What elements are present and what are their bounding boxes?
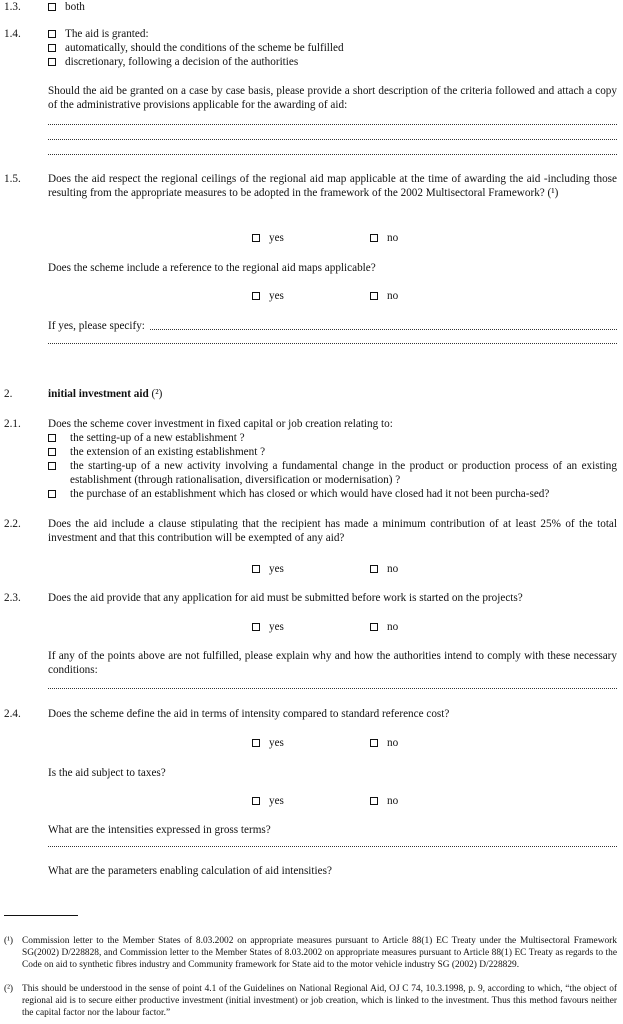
section-number: 2.1.: [4, 418, 21, 430]
checkbox-icon[interactable]: [252, 292, 260, 300]
footnote-mark: (²): [4, 984, 14, 994]
checkbox-icon[interactable]: [370, 623, 378, 631]
no-option[interactable]: [370, 289, 398, 303]
option-both[interactable]: [48, 0, 617, 14]
question-text: If any of the points above are not fulfilled, please explain why and how the authorities intend to comply with these necessary conditions:: [48, 650, 617, 676]
checkbox-icon[interactable]: [48, 445, 65, 459]
checkbox-icon[interactable]: [370, 797, 378, 805]
no-label: no: [387, 795, 399, 807]
section-title: [48, 387, 617, 401]
option-label: automatically, should the conditions of the scheme be fulfilled: [65, 42, 344, 54]
answer-line[interactable]: [48, 846, 617, 847]
answer-line[interactable]: [48, 124, 617, 125]
option-discretionary[interactable]: [48, 55, 617, 69]
question-text: Does the scheme include a reference to the regional aid maps applicable?: [48, 262, 376, 274]
question-text: Does the aid respect the regional ceilings of the regional aid map applicable at the time of awarding the aid -including those resulting from the appropriate measures to be adopted in the framework of the 2002 Multisectoral Framework? (¹): [48, 173, 617, 199]
question-text: Is the aid subject to taxes?: [48, 767, 166, 779]
yes-label: yes: [269, 232, 284, 244]
checkbox-icon[interactable]: [252, 234, 260, 242]
question-text: What are the intensities expressed in gross terms?: [48, 824, 271, 836]
question-text: Does the aid provide that any application for aid must be submitted before work is started on the projects?: [48, 592, 523, 604]
section-title-text: initial investment aid: [48, 388, 149, 400]
checkbox-icon[interactable]: [370, 234, 378, 242]
yes-option[interactable]: [252, 736, 284, 750]
footnote-ref: (²): [151, 388, 163, 400]
option-label: both: [65, 1, 85, 13]
no-option[interactable]: [370, 736, 398, 750]
checkbox-icon[interactable]: [48, 58, 56, 66]
section-number: 2.: [4, 388, 13, 400]
checkbox-icon[interactable]: [370, 565, 378, 573]
specify-label: If yes, please specify:: [48, 320, 145, 332]
no-option[interactable]: [370, 794, 398, 808]
question-text: Does the aid include a clause stipulating that the recipient has made a minimum contribution of at least 25% of the total investment and that this contribution will be exempted of any aid?: [48, 518, 617, 544]
no-option[interactable]: [370, 562, 398, 576]
yes-label: yes: [269, 621, 284, 633]
yes-option[interactable]: [252, 620, 284, 634]
yes-option[interactable]: [252, 231, 284, 245]
checkbox-icon[interactable]: [48, 44, 56, 52]
no-label: no: [387, 290, 399, 302]
section-number: 2.3.: [4, 592, 21, 604]
checkbox-icon[interactable]: [48, 3, 56, 11]
section-number: 2.4.: [4, 708, 21, 720]
checkbox-icon[interactable]: [370, 292, 378, 300]
checkbox-icon[interactable]: [48, 30, 56, 38]
option-label: the purchase of an establishment which has closed or which would have closed had it not been purcha-sed?: [70, 488, 550, 500]
question-text: Does the scheme cover investment in fixed capital or job creation relating to:: [48, 418, 393, 430]
no-option[interactable]: [370, 620, 398, 634]
footnote-mark: (¹): [4, 936, 14, 946]
answer-line[interactable]: [48, 688, 617, 689]
checkbox-icon[interactable]: [48, 459, 65, 473]
yes-option[interactable]: [252, 289, 284, 303]
answer-line[interactable]: [48, 343, 617, 344]
option-label: the starting-up of a new activity involving a fundamental change in the product or production process of an existing establishment (through rationalisation, diversification or modernisation) ?: [70, 460, 617, 486]
option-label: discretionary, following a decision of the authorities: [65, 56, 299, 68]
yes-label: yes: [269, 290, 284, 302]
checkbox-icon[interactable]: [252, 623, 260, 631]
footnote-text: This should be understood in the sense of point 4.1 of the Guidelines on National Regional Aid, OJ C 74, 10.3.1998, p. 9, according to which, “the object of regional aid is to secure either productive investment (initial investment) or job creation, which is linked to the investment. Thus this method favours neither the capital factor nor the labour factor.”: [22, 984, 617, 1018]
section-number: 2.2.: [4, 518, 21, 530]
no-option[interactable]: [370, 231, 398, 245]
checkbox-icon[interactable]: [252, 739, 260, 747]
section-number: 1.5.: [4, 173, 21, 185]
answer-line[interactable]: [48, 139, 617, 140]
no-label: no: [387, 621, 399, 633]
question-text: Does the scheme define the aid in terms of intensity compared to standard reference cost?: [48, 708, 450, 720]
no-label: no: [387, 232, 399, 244]
yes-label: yes: [269, 795, 284, 807]
no-label: no: [387, 563, 399, 575]
section-number: 1.4.: [4, 28, 21, 40]
option-automatically[interactable]: [48, 41, 617, 55]
yes-label: yes: [269, 737, 284, 749]
yes-label: yes: [269, 563, 284, 575]
yes-option[interactable]: [252, 562, 284, 576]
checkbox-icon[interactable]: [252, 797, 260, 805]
footnote-text: Commission letter to the Member States of 8.03.2002 on appropriate measures pursuant to Article 88(1) EC Treaty under the Multisectoral Framework SG(2002) D/228828, and Commission letter to the Member States of 8.03.2002 on appropriate measures pursuant to Article 88(1) EC Treaty as regards to the Code on aid to synthetic fibres industry and Community framework for State aid to the motor vehicle industry SG (2002) D/228829.: [22, 936, 617, 970]
option-label: the extension of an existing establishment ?: [70, 446, 266, 458]
option-label: the setting-up of a new establishment ?: [70, 432, 245, 444]
section-number: 1.3.: [4, 1, 21, 13]
checkbox-icon[interactable]: [252, 565, 260, 573]
answer-line[interactable]: [150, 329, 617, 330]
footnote-separator: [4, 915, 78, 916]
yes-option[interactable]: [252, 794, 284, 808]
checkbox-icon[interactable]: [370, 739, 378, 747]
question-text: Should the aid be granted on a case by case basis, please provide a short description of the criteria followed and attach a copy of the administrative provisions applicable for the awarding of aid:: [48, 85, 617, 111]
option-aid-granted[interactable]: [48, 27, 617, 41]
option-label: The aid is granted:: [65, 28, 149, 40]
answer-line[interactable]: [48, 154, 617, 155]
question-text: What are the parameters enabling calculation of aid intensities?: [48, 865, 332, 877]
checkbox-icon[interactable]: [48, 487, 65, 501]
checkbox-icon[interactable]: [48, 431, 65, 445]
no-label: no: [387, 737, 399, 749]
